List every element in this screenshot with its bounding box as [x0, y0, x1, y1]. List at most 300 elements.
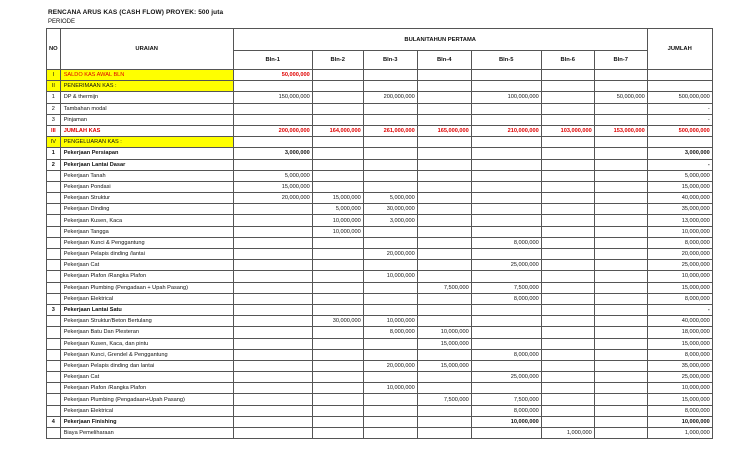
month-value-cell	[541, 394, 594, 405]
month-value-cell: 50,000,000	[233, 70, 312, 81]
total-value-cell: -	[647, 304, 712, 315]
table-row	[47, 181, 713, 192]
month-value-cell	[233, 204, 312, 215]
month-value-cell	[541, 114, 594, 125]
month-value-cell	[233, 405, 312, 416]
row-label: Pekerjaan Elektrical	[60, 293, 233, 304]
month-value-cell	[541, 103, 594, 114]
row-label: Pekerjaan Kusen, Kaca	[60, 215, 233, 226]
month-value-cell: 10,000,000	[363, 271, 417, 282]
month-value-cell	[363, 293, 417, 304]
month-value-cell: 25,000,000	[471, 372, 541, 383]
month-value-cell: 5,000,000	[233, 170, 312, 181]
month-value-cell: 261,000,000	[363, 125, 417, 136]
row-number: IV	[47, 137, 61, 148]
total-value-cell: -	[647, 114, 712, 125]
row-number	[47, 360, 61, 371]
month-value-cell: 8,000,000	[471, 349, 541, 360]
month-value-cell	[363, 372, 417, 383]
month-value-cell	[312, 103, 363, 114]
month-value-cell: 7,500,000	[471, 282, 541, 293]
total-value-cell: -	[647, 159, 712, 170]
month-value-cell	[363, 338, 417, 349]
month-value-cell	[312, 81, 363, 92]
month-value-cell: 7,500,000	[417, 282, 471, 293]
month-value-cell	[417, 103, 471, 114]
month-value-cell	[471, 327, 541, 338]
month-value-cell	[471, 428, 541, 439]
month-value-cell	[363, 304, 417, 315]
month-value-cell: 164,000,000	[312, 125, 363, 136]
month-value-cell	[417, 271, 471, 282]
table-body	[47, 70, 713, 439]
month-value-cell	[594, 148, 647, 159]
month-value-cell	[541, 170, 594, 181]
month-value-cell	[233, 360, 312, 371]
table-row	[47, 81, 713, 92]
month-value-cell	[417, 170, 471, 181]
row-number	[47, 226, 61, 237]
row-label: Pekerjaan Plafon /Rangka Plafon	[60, 271, 233, 282]
month-value-cell: 8,000,000	[363, 327, 417, 338]
month-value-cell	[594, 405, 647, 416]
month-value-cell	[233, 215, 312, 226]
month-value-cell	[312, 114, 363, 125]
table-row	[47, 114, 713, 125]
month-value-cell	[541, 349, 594, 360]
month-value-cell	[312, 237, 363, 248]
month-value-cell: 15,000,000	[417, 338, 471, 349]
table-row	[47, 293, 713, 304]
month-value-cell	[312, 372, 363, 383]
month-value-cell	[541, 237, 594, 248]
month-value-cell	[594, 349, 647, 360]
row-number	[47, 293, 61, 304]
month-value-cell	[541, 338, 594, 349]
row-number	[47, 316, 61, 327]
table-row	[47, 271, 713, 282]
month-value-cell	[417, 70, 471, 81]
month-value-cell	[594, 416, 647, 427]
month-value-cell	[233, 260, 312, 271]
month-value-cell: 20,000,000	[363, 360, 417, 371]
month-value-cell	[312, 271, 363, 282]
month-value-cell: 25,000,000	[471, 260, 541, 271]
month-value-cell	[363, 114, 417, 125]
row-label: Pekerjaan Plumbing (Pengadaan + Upah Pasang)	[60, 282, 233, 293]
month-value-cell	[471, 103, 541, 114]
row-number	[47, 327, 61, 338]
row-number: 3	[47, 304, 61, 315]
total-value-cell: 8,000,000	[647, 237, 712, 248]
month-value-cell	[541, 405, 594, 416]
table-row	[47, 204, 713, 215]
month-value-cell	[471, 148, 541, 159]
table-row	[47, 226, 713, 237]
total-value-cell: 1,000,000	[647, 428, 712, 439]
month-value-cell	[233, 81, 312, 92]
table-row	[47, 304, 713, 315]
row-label: Pekerjaan Lantai Satu	[60, 304, 233, 315]
month-value-cell	[541, 92, 594, 103]
total-value-cell: 25,000,000	[647, 372, 712, 383]
month-value-cell	[312, 148, 363, 159]
row-label: Pekerjaan Batu Dan Plesteran	[60, 327, 233, 338]
month-value-cell	[417, 249, 471, 260]
header-uraian: URAIAN	[60, 29, 233, 70]
month-value-cell	[363, 394, 417, 405]
row-label: Pekerjaan Persiapan	[60, 148, 233, 159]
month-value-cell	[312, 260, 363, 271]
total-value-cell: 25,000,000	[647, 260, 712, 271]
month-value-cell: 20,000,000	[233, 193, 312, 204]
row-number	[47, 394, 61, 405]
month-header: Bln-6	[541, 51, 594, 70]
month-value-cell: 5,000,000	[363, 193, 417, 204]
month-value-cell	[312, 92, 363, 103]
total-value-cell: 8,000,000	[647, 405, 712, 416]
month-value-cell	[363, 260, 417, 271]
month-value-cell: 103,000,000	[541, 125, 594, 136]
month-value-cell	[594, 170, 647, 181]
month-value-cell: 10,000,000	[417, 327, 471, 338]
header-no: NO	[47, 29, 61, 70]
table-row	[47, 148, 713, 159]
table-row	[47, 349, 713, 360]
month-value-cell: 8,000,000	[471, 293, 541, 304]
row-label: Pekerjaan Kunci, Grendel & Penggantung	[60, 349, 233, 360]
month-value-cell	[471, 137, 541, 148]
table-row	[47, 338, 713, 349]
month-value-cell	[363, 170, 417, 181]
month-value-cell	[417, 304, 471, 315]
month-value-cell	[417, 372, 471, 383]
row-label: JUMLAH KAS	[60, 125, 233, 136]
month-value-cell	[594, 282, 647, 293]
table-row	[47, 125, 713, 136]
month-value-cell	[471, 70, 541, 81]
month-value-cell: 50,000,000	[594, 92, 647, 103]
month-value-cell	[541, 360, 594, 371]
month-value-cell	[363, 137, 417, 148]
month-value-cell	[417, 92, 471, 103]
month-value-cell	[471, 316, 541, 327]
month-value-cell	[363, 148, 417, 159]
month-value-cell	[312, 159, 363, 170]
row-label: Pekerjaan Plafon /Rangka Plafon	[60, 383, 233, 394]
month-value-cell	[312, 383, 363, 394]
month-value-cell	[541, 249, 594, 260]
table-row	[47, 237, 713, 248]
month-value-cell	[594, 81, 647, 92]
month-value-cell	[233, 394, 312, 405]
month-value-cell	[363, 405, 417, 416]
month-value-cell	[471, 304, 541, 315]
month-value-cell	[471, 159, 541, 170]
month-value-cell	[417, 405, 471, 416]
month-value-cell: 5,000,000	[312, 204, 363, 215]
total-value-cell: 3,000,000	[647, 148, 712, 159]
month-value-cell	[233, 137, 312, 148]
month-value-cell	[312, 349, 363, 360]
row-label: Biaya Pemeliharaan	[60, 428, 233, 439]
month-value-cell	[594, 360, 647, 371]
month-value-cell	[471, 170, 541, 181]
month-value-cell	[541, 383, 594, 394]
month-value-cell	[233, 226, 312, 237]
month-value-cell: 10,000,000	[471, 416, 541, 427]
month-value-cell	[312, 70, 363, 81]
month-value-cell	[233, 416, 312, 427]
month-value-cell	[312, 249, 363, 260]
month-value-cell: 30,000,000	[363, 204, 417, 215]
month-value-cell	[594, 316, 647, 327]
row-label: Pinjaman	[60, 114, 233, 125]
month-value-cell	[417, 226, 471, 237]
month-value-cell	[417, 81, 471, 92]
row-number	[47, 372, 61, 383]
month-value-cell	[594, 428, 647, 439]
month-value-cell	[541, 181, 594, 192]
month-value-cell	[233, 103, 312, 114]
month-value-cell: 3,000,000	[363, 215, 417, 226]
row-label: Pekerjaan Tangga	[60, 226, 233, 237]
total-value-cell: 500,000,000	[647, 125, 712, 136]
row-number: I	[47, 70, 61, 81]
month-value-cell	[594, 293, 647, 304]
total-value-cell: 35,000,000	[647, 360, 712, 371]
total-value-cell: 10,000,000	[647, 383, 712, 394]
total-value-cell: 10,000,000	[647, 271, 712, 282]
total-value-cell: 20,000,000	[647, 249, 712, 260]
total-value-cell: 40,000,000	[647, 193, 712, 204]
table-row	[47, 215, 713, 226]
month-value-cell: 200,000,000	[363, 92, 417, 103]
row-number: III	[47, 125, 61, 136]
row-number	[47, 215, 61, 226]
month-value-cell	[594, 327, 647, 338]
table-row	[47, 416, 713, 427]
month-value-cell	[471, 114, 541, 125]
table-row	[47, 394, 713, 405]
month-value-cell	[541, 204, 594, 215]
row-number: 2	[47, 159, 61, 170]
month-value-cell	[363, 226, 417, 237]
month-value-cell	[471, 249, 541, 260]
month-value-cell	[417, 260, 471, 271]
table-row	[47, 428, 713, 439]
month-value-cell	[363, 428, 417, 439]
month-value-cell	[417, 316, 471, 327]
total-value-cell: 13,000,000	[647, 215, 712, 226]
total-value-cell: 15,000,000	[647, 338, 712, 349]
row-number	[47, 170, 61, 181]
month-value-cell	[471, 383, 541, 394]
month-value-cell	[594, 304, 647, 315]
row-number: 1	[47, 92, 61, 103]
month-value-cell	[363, 282, 417, 293]
month-value-cell: 10,000,000	[363, 383, 417, 394]
month-value-cell	[233, 304, 312, 315]
month-value-cell	[417, 428, 471, 439]
row-number	[47, 204, 61, 215]
total-value-cell: 10,000,000	[647, 226, 712, 237]
month-value-cell	[417, 204, 471, 215]
sheet-title: RENCANA ARUS KAS (CASH FLOW) PROYEK: 500 juta	[48, 9, 224, 16]
month-value-cell	[541, 282, 594, 293]
month-value-cell	[594, 372, 647, 383]
month-header: Bln-1	[233, 51, 312, 70]
row-number: II	[47, 81, 61, 92]
month-value-cell	[233, 114, 312, 125]
month-value-cell	[363, 70, 417, 81]
row-number	[47, 181, 61, 192]
row-label: Pekerjaan Pelapis dinding /lantai	[60, 249, 233, 260]
cash-flow-table	[46, 28, 713, 439]
table-row	[47, 405, 713, 416]
month-value-cell	[233, 316, 312, 327]
total-value-cell: -	[647, 103, 712, 114]
total-value-cell: 15,000,000	[647, 394, 712, 405]
header-jumlah: JUMLAH	[647, 29, 712, 70]
month-value-cell	[417, 416, 471, 427]
table-row	[47, 170, 713, 181]
row-label: PENGELUARAN KAS :	[60, 137, 233, 148]
month-header: Bln-4	[417, 51, 471, 70]
month-value-cell	[471, 271, 541, 282]
month-value-cell	[471, 193, 541, 204]
month-value-cell	[417, 114, 471, 125]
month-value-cell	[594, 204, 647, 215]
row-label: Tambahan modal	[60, 103, 233, 114]
month-value-cell: 15,000,000	[312, 193, 363, 204]
table-row	[47, 327, 713, 338]
month-value-cell	[312, 293, 363, 304]
month-value-cell: 100,000,000	[471, 92, 541, 103]
month-value-cell	[363, 237, 417, 248]
row-number	[47, 338, 61, 349]
row-number: 3	[47, 114, 61, 125]
month-value-cell	[594, 237, 647, 248]
month-value-cell	[541, 260, 594, 271]
table-row	[47, 92, 713, 103]
month-value-cell: 15,000,000	[233, 181, 312, 192]
month-value-cell	[541, 293, 594, 304]
month-value-cell	[594, 226, 647, 237]
total-value-cell	[647, 137, 712, 148]
month-value-cell	[233, 349, 312, 360]
month-value-cell	[417, 383, 471, 394]
month-value-cell	[233, 159, 312, 170]
month-value-cell	[417, 293, 471, 304]
month-value-cell	[312, 137, 363, 148]
periode-label: PERIODE	[48, 19, 76, 25]
row-label: Pekerjaan Cat	[60, 260, 233, 271]
month-value-cell: 153,000,000	[594, 125, 647, 136]
row-label: Pekerjaan Struktur/Beton Bertulang	[60, 316, 233, 327]
row-number: 4	[47, 416, 61, 427]
month-value-cell	[541, 193, 594, 204]
month-value-cell: 10,000,000	[312, 215, 363, 226]
month-value-cell	[594, 181, 647, 192]
month-value-cell	[471, 181, 541, 192]
month-value-cell: 10,000,000	[363, 316, 417, 327]
month-value-cell	[471, 204, 541, 215]
table-row	[47, 282, 713, 293]
month-value-cell	[233, 428, 312, 439]
table-row	[47, 137, 713, 148]
month-value-cell	[541, 159, 594, 170]
row-label: Pekerjaan Finishing	[60, 416, 233, 427]
month-value-cell	[471, 360, 541, 371]
month-value-cell: 8,000,000	[471, 237, 541, 248]
table-row	[47, 249, 713, 260]
total-value-cell: 15,000,000	[647, 282, 712, 293]
month-value-cell	[312, 327, 363, 338]
row-label: Pekerjaan Kunci & Penggantung	[60, 237, 233, 248]
month-value-cell	[417, 159, 471, 170]
month-value-cell: 20,000,000	[363, 249, 417, 260]
row-label: Pekerjaan Kusen, Kaca, dan pintu	[60, 338, 233, 349]
row-label: Pekerjaan Pelapis dinding dan lantai	[60, 360, 233, 371]
month-value-cell	[233, 293, 312, 304]
table-row	[47, 360, 713, 371]
month-value-cell: 30,000,000	[312, 316, 363, 327]
table-row	[47, 103, 713, 114]
month-value-cell	[312, 416, 363, 427]
table-row	[47, 372, 713, 383]
total-value-cell: 8,000,000	[647, 293, 712, 304]
month-value-cell	[541, 416, 594, 427]
row-label: Pekerjaan Dinding	[60, 204, 233, 215]
month-value-cell	[594, 383, 647, 394]
table-row	[47, 260, 713, 271]
row-number	[47, 249, 61, 260]
month-value-cell	[312, 428, 363, 439]
month-value-cell	[594, 260, 647, 271]
month-value-cell	[417, 181, 471, 192]
table-row	[47, 383, 713, 394]
month-value-cell: 7,500,000	[417, 394, 471, 405]
month-value-cell	[541, 271, 594, 282]
row-label: PENERIMAAN KAS :	[60, 81, 233, 92]
month-value-cell	[417, 237, 471, 248]
month-value-cell	[417, 137, 471, 148]
month-value-cell	[594, 338, 647, 349]
month-value-cell	[312, 170, 363, 181]
month-value-cell	[594, 394, 647, 405]
month-value-cell	[363, 103, 417, 114]
month-value-cell	[471, 226, 541, 237]
row-number	[47, 428, 61, 439]
month-value-cell	[363, 181, 417, 192]
row-label: Pekerjaan Elektrical	[60, 405, 233, 416]
month-value-cell	[471, 215, 541, 226]
month-value-cell: 8,000,000	[471, 405, 541, 416]
table-row	[47, 70, 713, 81]
row-label: Pekerjaan Cat	[60, 372, 233, 383]
month-value-cell	[363, 349, 417, 360]
row-label: Pekerjaan Lantai Dasar	[60, 159, 233, 170]
month-value-cell	[233, 383, 312, 394]
total-value-cell: 8,000,000	[647, 349, 712, 360]
row-number	[47, 405, 61, 416]
month-value-cell	[363, 81, 417, 92]
month-value-cell	[541, 81, 594, 92]
month-value-cell: 200,000,000	[233, 125, 312, 136]
total-value-cell: 35,000,000	[647, 204, 712, 215]
month-header: Bln-3	[363, 51, 417, 70]
